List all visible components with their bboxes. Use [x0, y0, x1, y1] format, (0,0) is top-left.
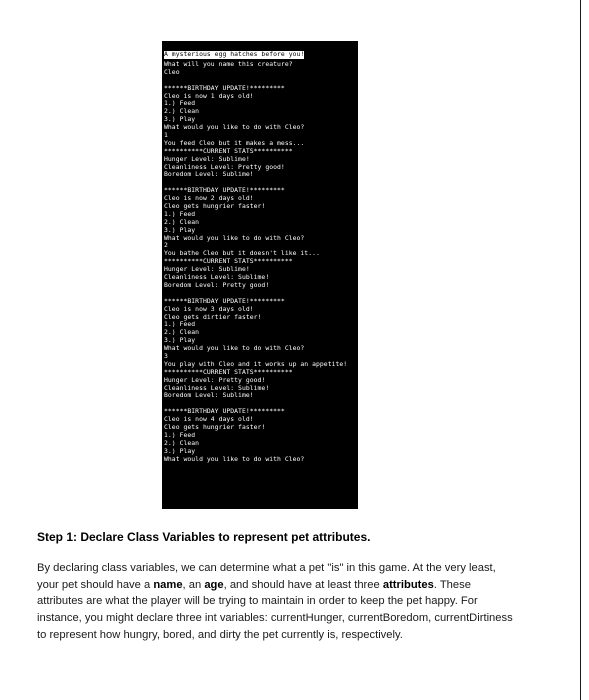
text-run: , and should have at least three [223, 578, 383, 591]
console-line: 2 [164, 241, 168, 250]
console-line: What would you like to do with Cleo? [164, 233, 305, 242]
console-turn-block [164, 187, 358, 290]
console-line: ******BIRTHDAY UPDATE!********* [164, 407, 285, 416]
console-line: ******BIRTHDAY UPDATE!********* [164, 296, 285, 305]
console-line: What would you like to do with Cleo? [164, 123, 305, 132]
console-line: Cleanliness Level: Sublime! [164, 273, 270, 282]
console-line: Hunger Level: Sublime! [164, 154, 250, 163]
bold-term: attributes [382, 578, 434, 591]
console-line: Boredom Level: Pretty good! [164, 280, 270, 289]
console-line: 2.) Clean [164, 107, 200, 116]
console-line: 2.) Clean [164, 438, 200, 447]
console-line: 3.) Play [164, 336, 196, 345]
console-line: You feed Cleo but it makes a mess... [164, 138, 305, 147]
console-line: **********CURRENT STATS********** [164, 257, 293, 266]
console-output-screenshot [162, 41, 358, 509]
text-run: By declaring class variables, we can determine what a pet "is" in this game. At the very least, your pet should have a [37, 562, 496, 591]
console-line: Cleo is now 1 days old! [164, 91, 254, 100]
console-line: You play with Cleo and it works up an appetite! [164, 359, 348, 368]
bold-term: age [204, 578, 224, 591]
console-line: 1.) Feed [164, 99, 196, 108]
console-line: 1.) Feed [164, 430, 196, 439]
console-line: 2.) Clean [164, 217, 200, 226]
console-line: 1 [164, 131, 168, 140]
console-line: You bathe Cleo but it doesn't like it... [164, 249, 320, 258]
console-line: ******BIRTHDAY UPDATE!********* [164, 186, 285, 195]
console-line: Hunger Level: Sublime! [164, 265, 250, 274]
page-border [580, 0, 581, 700]
console-line: What would you like to do with Cleo? [164, 344, 305, 353]
console-line: Cleo is now 4 days old! [164, 415, 254, 424]
console-turn-block [164, 298, 358, 401]
text-run: , an [182, 578, 205, 591]
console-line: Boredom Level: Sublime! [164, 170, 254, 179]
console-turn-block [164, 408, 358, 463]
console-line: Cleanliness Level: Sublime! [164, 383, 270, 392]
bold-term: name [153, 578, 183, 591]
console-line: A mysterious egg hatches before you! [164, 50, 305, 58]
console-line: What will you name this creature? [164, 60, 293, 68]
console-line: **********CURRENT STATS********** [164, 146, 293, 155]
console-line: ******BIRTHDAY UPDATE!********* [164, 83, 285, 92]
console-line: 3.) Play [164, 446, 196, 455]
console-line: 2.) Clean [164, 328, 200, 337]
console-line: 3 [164, 351, 168, 360]
console-line: Cleo gets dirtier faster! [164, 312, 262, 321]
console-line: Cleo is now 2 days old! [164, 194, 254, 203]
console-line: Cleo gets hungrier faster! [164, 422, 266, 431]
console-line: Cleo [164, 67, 180, 76]
console-line: What would you like to do with Cleo? [164, 454, 305, 463]
console-line: Cleo gets hungrier faster! [164, 202, 266, 211]
console-line: Hunger Level: Pretty good! [164, 375, 266, 384]
text-run: . These attributes are what the player will be trying to maintain in order to keep the pet happy. For instance, you might declare three int variables: currentHunger, currentBoredom, currentDirtiness to represent how hungry, bored, and dirty the pet currently is, respectively. [37, 578, 513, 641]
console-turns [164, 77, 358, 464]
step-heading: Step 1: Declare Class Variables to represent pet attributes. [37, 530, 371, 544]
console-line: 1.) Feed [164, 209, 196, 218]
console-line: 1.) Feed [164, 320, 196, 329]
console-line: Cleo is now 3 days old! [164, 304, 254, 313]
console-intro [164, 43, 358, 77]
console-line: Boredom Level: Sublime! [164, 391, 254, 400]
console-line: 3.) Play [164, 115, 196, 124]
console-line: **********CURRENT STATS********** [164, 367, 293, 376]
console-line: 3.) Play [164, 225, 196, 234]
console-line: Cleanliness Level: Pretty good! [164, 162, 285, 171]
step-paragraph [37, 560, 515, 644]
console-turn-block [164, 85, 358, 180]
